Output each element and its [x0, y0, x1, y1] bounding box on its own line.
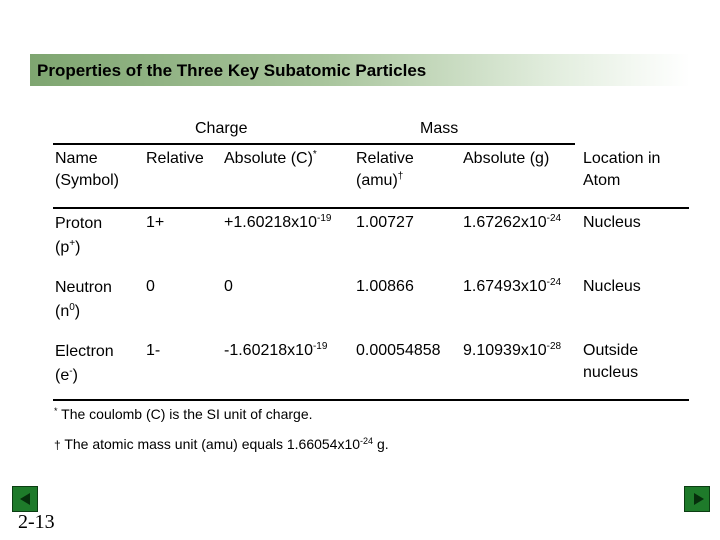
next-arrow-icon[interactable]: [684, 486, 710, 512]
location: Nucleus: [583, 214, 641, 231]
header-mass-relative: Relative (amu)†: [356, 150, 414, 189]
charge-absolute: $-1.60218x10^{-19}$: [224, 341, 328, 359]
mass-relative: 1.00866: [356, 278, 414, 295]
header-location: Location in Atom: [583, 150, 661, 189]
footnote-amu: † The atomic mass unit (amu) equals $1.66054x10^{-24}$ g.: [54, 436, 389, 452]
header-mass-absolute: Absolute (g): [463, 150, 550, 167]
particle-name: Neutron $(n^0)$: [55, 279, 112, 320]
particle-name: Electron (e-): [55, 343, 114, 384]
mass-absolute: $1.67262x10^{-24}$: [463, 213, 562, 231]
charge-absolute: 0: [224, 278, 233, 295]
header-divider-top: [53, 143, 575, 145]
slide-number: 2-13: [18, 511, 55, 533]
mass-group-header: Mass: [420, 120, 459, 137]
charge-absolute: $+1.60218x10^{-19}$: [224, 213, 332, 231]
charge-relative: 1-: [146, 342, 161, 359]
location: Nucleus: [583, 278, 641, 295]
charge-relative: 1+: [146, 214, 165, 231]
header-name: Name (Symbol): [55, 150, 120, 189]
footnote-coulomb: * The coulomb (C) is the SI unit of charge.: [54, 406, 313, 422]
previous-arrow-icon[interactable]: [12, 486, 38, 512]
charge-relative: 0: [146, 278, 155, 295]
mass-relative: 1.00727: [356, 214, 414, 231]
page-title: Properties of the Three Key Subatomic Particles: [37, 61, 427, 80]
header-charge-absolute: Absolute (C)*: [224, 149, 317, 167]
header-charge-relative: Relative: [146, 150, 204, 167]
charge-group-header: Charge: [195, 120, 248, 137]
table-bottom-divider: [53, 399, 689, 401]
mass-absolute: $9.10939x10^{-28}$: [463, 341, 562, 359]
mass-absolute: $1.67493x10^{-24}$: [463, 277, 562, 295]
mass-relative: 0.00054858: [356, 342, 441, 359]
location: Outside nucleus: [583, 342, 639, 381]
header-divider: [53, 207, 689, 209]
particle-name: Proton (p+): [55, 215, 103, 256]
